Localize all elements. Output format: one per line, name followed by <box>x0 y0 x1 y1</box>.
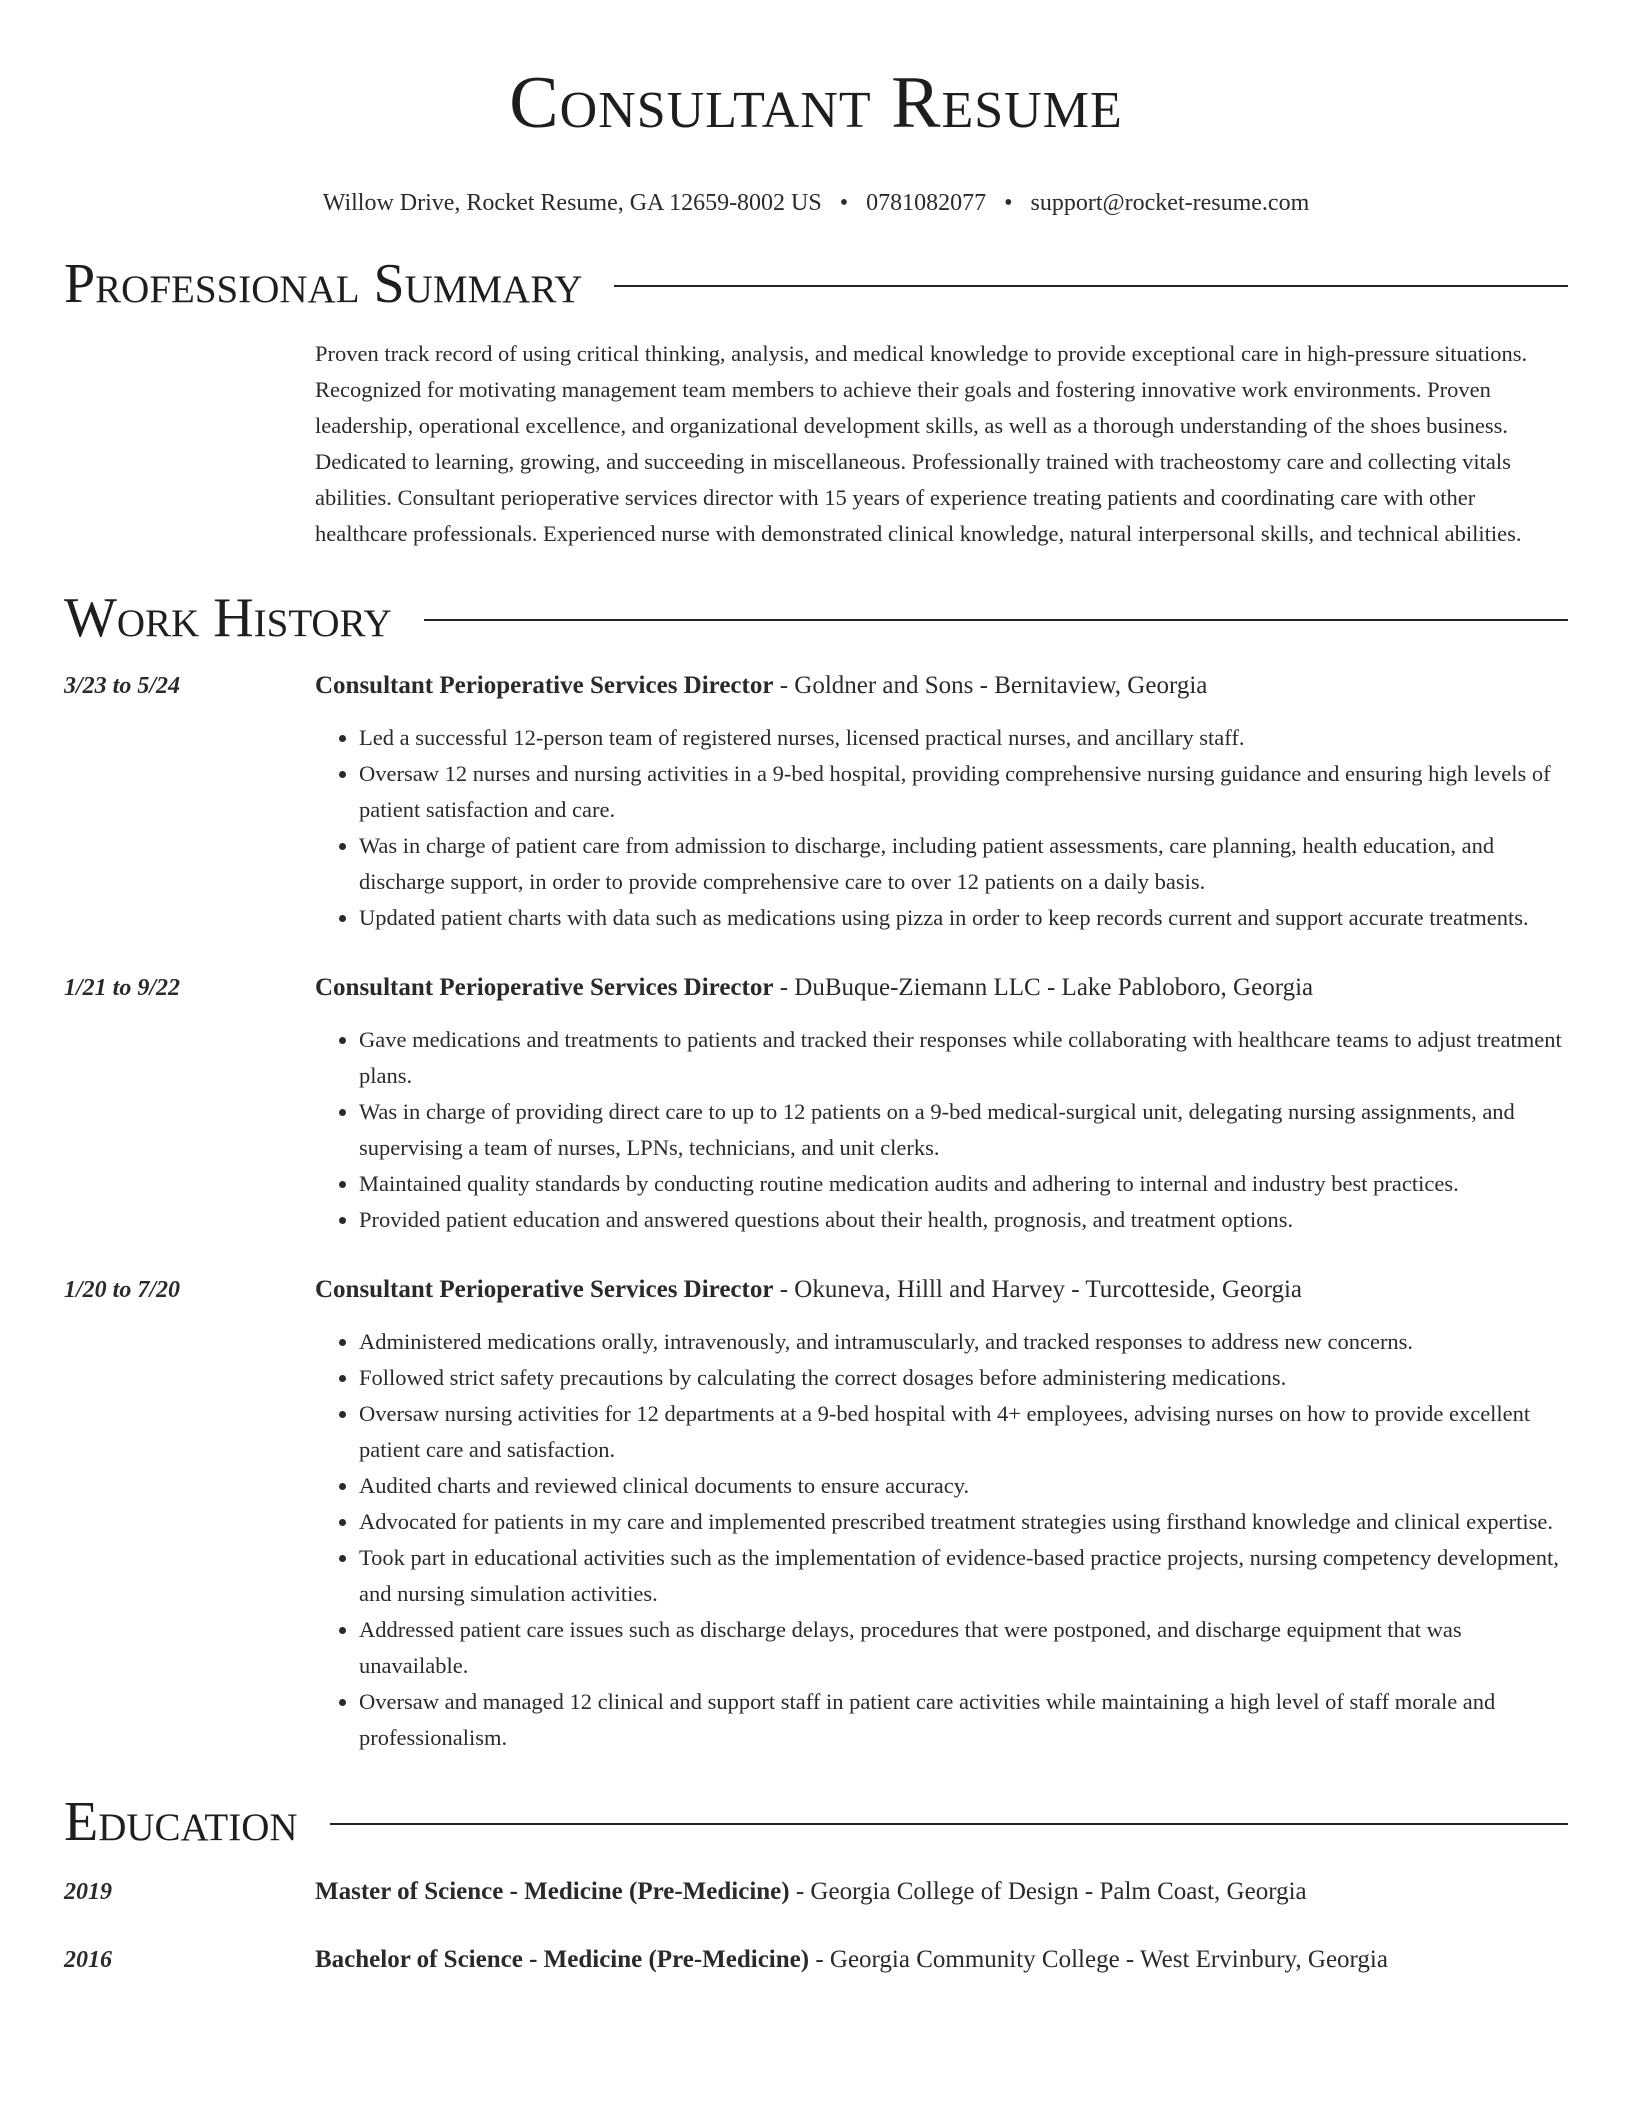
education-entry <box>64 1942 1568 1978</box>
work-entry-details: - Goldner and Sons - Bernitaview, Georgia <box>773 672 1208 699</box>
work-entry-role: Consultant Perioperative Services Director <box>315 672 774 699</box>
education-entry-heading <box>315 1874 1568 1910</box>
work-entry <box>64 970 1568 1238</box>
work-entry-heading <box>315 1272 1568 1308</box>
education-entry-details: - Georgia College of Design - Palm Coast, Georgia <box>789 1878 1307 1905</box>
work-entry-body <box>315 970 1568 1238</box>
bullet-item: • Audited charts and reviewed clinical documents to ensure accuracy. <box>359 1468 1568 1504</box>
bullet-item: • Was in charge of providing direct care to up to 12 patients on a 9-bed medical-surgical unit, delegating nursing assignments, and supervising a team of nurses, LPNs, technicians, and unit clerks. <box>359 1094 1568 1166</box>
education-entry-body <box>315 1942 1568 1978</box>
bullet-item: • Took part in educational activities such as the implementation of evidence-based practice projects, nursing competency development, and nursing simulation activities. <box>359 1540 1568 1612</box>
contact-phone: 0781082077 <box>866 190 987 216</box>
work-entry-role: Consultant Perioperative Services Director <box>315 974 774 1001</box>
education-entry-degree: Master of Science - Medicine (Pre-Medicine) <box>315 1878 790 1905</box>
bullet-item: • Addressed patient care issues such as discharge delays, procedures that were postponed, and discharge equipment that was unavailable. <box>359 1612 1568 1684</box>
education-entry-year: 2016 <box>64 1947 112 1973</box>
work-entry-bullets <box>315 1324 1568 1756</box>
bullet-item: • Provided patient education and answered questions about their health, prognosis, and treatment options. <box>359 1202 1568 1238</box>
education-entry-year: 2019 <box>64 1879 112 1905</box>
contact-separator: • <box>839 190 849 216</box>
work-entry <box>64 668 1568 936</box>
work-entry-dates: 1/20 to 7/20 <box>64 1277 181 1303</box>
summary-section-header <box>64 252 1568 316</box>
work-entry-heading <box>315 668 1568 704</box>
work-entry-heading <box>315 970 1568 1006</box>
summary-section-title: Professional Summary <box>64 253 583 315</box>
education-entry-details: - Georgia Community College - West Ervinbury, Georgia <box>809 1946 1388 1973</box>
bullet-item: • Oversaw nursing activities for 12 departments at a 9-bed hospital with 4+ employees, advising nurses on how to provide excellent patient care and satisfaction. <box>359 1396 1568 1468</box>
education-entry-heading <box>315 1942 1568 1978</box>
work-entry-dates: 3/23 to 5/24 <box>64 673 181 699</box>
bullet-item: • Was in charge of patient care from admission to discharge, including patient assessments, care planning, health education, and discharge support, in order to provide comprehensive care to over 12 patients on a daily basis. <box>359 828 1568 900</box>
contact-email: support@rocket-resume.com <box>1030 190 1310 216</box>
education-entry-body <box>315 1874 1568 1910</box>
education-section-header <box>64 1790 1568 1854</box>
summary-text: Proven track record of using critical thinking, analysis, and medical knowledge to provide exceptional care in high-pressure situations. Recognized for motivating management team members to achieve their goals and fostering innovative work environments. Proven leadership, operational excellence, and organizational development skills, as well as a thorough understanding of the shoes business. Dedicated to learning, growing, and succeeding in miscellaneous. Professionally trained with tracheostomy care and collecting vitals abilities. Consultant perioperative services director with 15 years of experience treating patients and coordinating care with other healthcare professionals. Experienced nurse with demonstrated clinical knowledge, natural interpersonal skills, and technical abilities. <box>315 341 1528 546</box>
work-section-title: Work History <box>64 587 392 649</box>
bullet-item: • Followed strict safety precautions by calculating the correct dosages before administering medications. <box>359 1360 1568 1396</box>
bullet-item: • Updated patient charts with data such as medications using pizza in order to keep records current and support accurate treatments. <box>359 900 1568 936</box>
bullet-item: • Maintained quality standards by conducting routine medication audits and adhering to internal and industry best practices. <box>359 1166 1568 1202</box>
work-entry-details: - Okuneva, Hilll and Harvey - Turcotteside, Georgia <box>773 1276 1303 1303</box>
education-entry <box>64 1874 1568 1910</box>
work-entry-body <box>315 1272 1568 1756</box>
bullet-item: • Gave medications and treatments to patients and tracked their responses while collaborating with healthcare teams to adjust treatment plans. <box>359 1022 1568 1094</box>
section-divider <box>614 285 1568 287</box>
bullet-item: • Led a successful 12-person team of registered nurses, licensed practical nurses, and ancillary staff. <box>359 720 1568 756</box>
contact-address: Willow Drive, Rocket Resume, GA 12659-8002 US <box>322 190 822 216</box>
work-section-header <box>64 586 1568 650</box>
section-divider <box>330 1823 1568 1825</box>
work-entry-bullets <box>315 1022 1568 1238</box>
resume-title: Consultant Resume <box>509 62 1123 144</box>
education-entry-degree: Bachelor of Science - Medicine (Pre-Medicine) <box>315 1946 810 1973</box>
contact-line <box>64 188 1568 218</box>
work-entry-bullets <box>315 720 1568 936</box>
section-divider <box>424 619 1568 621</box>
bullet-item: • Advocated for patients in my care and implemented prescribed treatment strategies using firsthand knowledge and clinical expertise. <box>359 1504 1568 1540</box>
education-section-title: Education <box>64 1791 298 1853</box>
work-entry-body <box>315 668 1568 936</box>
work-entry-details: - DuBuque-Ziemann LLC - Lake Pabloboro, Georgia <box>773 974 1314 1001</box>
work-entry-dates: 1/21 to 9/22 <box>64 975 181 1001</box>
work-entry-role: Consultant Perioperative Services Director <box>315 1276 774 1303</box>
work-entry <box>64 1272 1568 1756</box>
contact-separator: • <box>1004 190 1013 216</box>
bullet-item: • Oversaw and managed 12 clinical and support staff in patient care activities while maintaining a high level of staff morale and professionalism. <box>359 1684 1568 1756</box>
bullet-item: • Oversaw 12 nurses and nursing activities in a 9-bed hospital, providing comprehensive nursing guidance and ensuring high levels of patient satisfaction and care. <box>359 756 1568 828</box>
bullet-item: • Administered medications orally, intravenously, and intramuscularly, and tracked responses to address new concerns. <box>359 1324 1568 1360</box>
